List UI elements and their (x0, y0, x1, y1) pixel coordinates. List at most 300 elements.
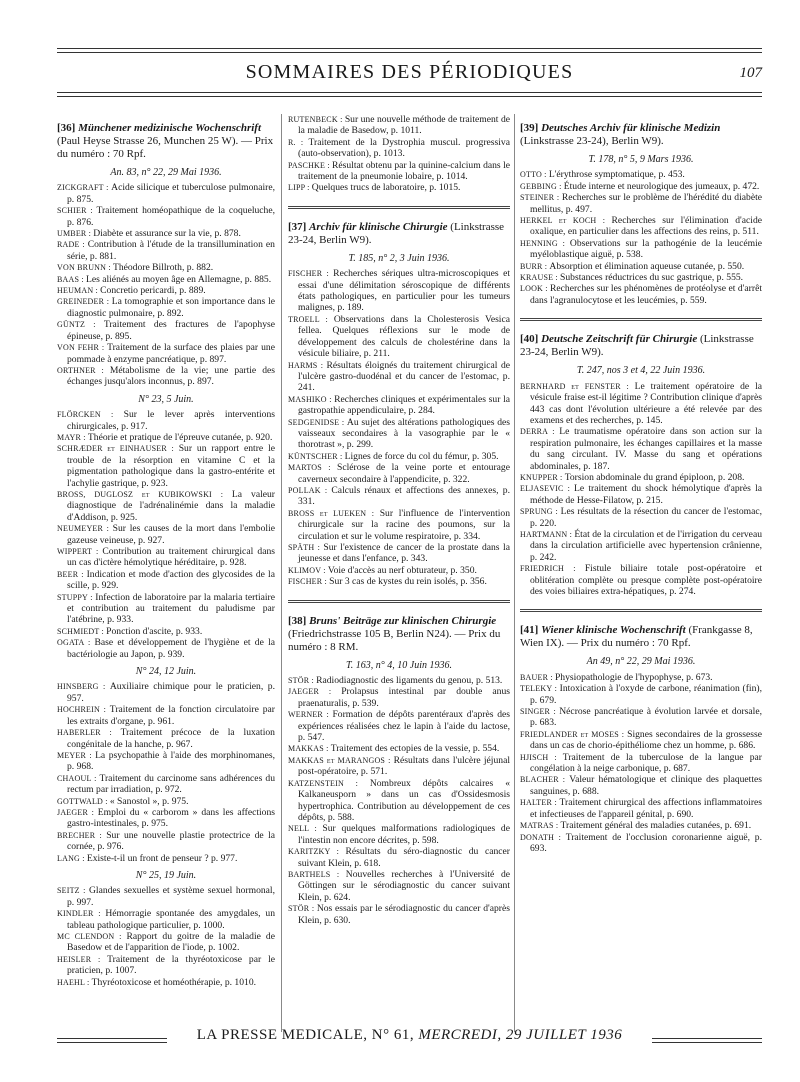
article-title: Au sujet des altérations pathologiques des vaisseaux secondaires à la vasographie par le « thorotrast », p. 299. (298, 416, 511, 451)
article-entry (520, 797, 762, 820)
article-title: Substances réductrices du suc gastrique, p. 555. (560, 272, 744, 284)
article-title: Calculs rénaux et affections des annexes, p. 331. (298, 484, 511, 508)
article-entry (520, 272, 762, 283)
article-author: OTTO : (520, 170, 549, 180)
article-title: Traitement précoce de la luxation congénitale de la hanche, p. 967. (67, 727, 275, 750)
article-author: LOOK : (520, 284, 551, 294)
article-entry (288, 360, 510, 394)
article-title: Théorie et pratique de l'épreuve cutanée, p. 920. (87, 431, 273, 443)
article-entry (288, 565, 510, 576)
column-right (520, 114, 762, 854)
section-number: [38] (288, 614, 310, 627)
article-entry (57, 443, 275, 489)
article-author: RADE : (57, 240, 88, 250)
article-title: Étude interne et neurologique des jumeaux, p. 472. (563, 180, 760, 192)
article-author: STÖR : (288, 904, 317, 914)
article-author: TROELL : (288, 314, 334, 324)
article-author: KARITZKY : (288, 847, 346, 857)
article-entry (520, 169, 762, 180)
journal-publisher: (Linkstrasse 23-24, Berlin W9). (520, 333, 754, 359)
article-author: MARTOS : (288, 463, 338, 473)
article-entry (288, 709, 510, 743)
article-entry (288, 686, 510, 709)
article-title: Nouvelles recherches à l'Université de Göttingen sur le sérodiagnostic du cancer suivant Klein, p. 624. (298, 868, 510, 903)
journal-title: Wiener klinische Wochenschrift (541, 624, 689, 637)
article-title: Recherches sur le problème de l'hérédité du diabète mellitus, p. 497. (530, 192, 762, 215)
article-title: Hémorragie spontanée des amygdales, un tableau pathologique particulier, p. 1000. (67, 908, 275, 931)
article-author: GREINEDER : (57, 297, 112, 307)
article-title: Théodore Billroth, p. 882. (112, 262, 214, 274)
article-author: ZICKGRAFT : (57, 183, 112, 193)
article-entry (520, 706, 762, 729)
journal-title: Deutsche Zeitschrift für Chirurgie (541, 333, 700, 346)
article-title: Sur les causes de la mort dans l'embolie gazeuse veineuse, p. 927. (67, 523, 275, 546)
article-entry (57, 342, 275, 365)
article-author: SCHRÆDER et EINHAUSER : (57, 444, 179, 454)
article-entry (288, 576, 510, 587)
section-heading (288, 221, 510, 247)
article-author: JAEGER : (288, 687, 342, 697)
page-title: SOMMAIRES DES PÉRIODIQUES (245, 61, 574, 83)
article-author: BROSS, DUGLOSZ et KUBIKOWSKI : (57, 489, 232, 499)
article-title: Métabolisme de la vie; une partie des échanges jusqu'alors inconnus, p. 897. (67, 364, 275, 388)
article-entry (288, 508, 510, 542)
article-entry (57, 853, 275, 864)
article-title: Les aliénés au moyen âge en Allemagne, p. 885. (85, 273, 272, 285)
article-entry (57, 637, 275, 660)
article-title: Concretio pericardi, p. 889. (100, 285, 206, 297)
article-title: Sclérose de la veine porte et entourage caverneux secondaire à l'appendicite, p. 322. (298, 462, 510, 485)
article-author: FRIEDRICH : (520, 564, 585, 574)
article-entry (520, 820, 762, 831)
article-author: HAEHL : (57, 977, 92, 987)
footer-prefix: LA PRESSE MEDICALE, N° 61, (196, 1027, 415, 1043)
article-title: Diabète et assurance sur la vie, p. 878. (93, 228, 241, 240)
journal-publisher: (Paul Heyse Strasse 26, Munchen 25 W). — Prix du numéro : 70 Rpf. (57, 135, 274, 160)
page-header (57, 58, 762, 92)
article-entry (288, 823, 510, 846)
article-title: Intoxication à l'oxyde de carbone, réanimation (fin), p. 679. (530, 683, 762, 706)
article-author: SEDGENIDSE : (288, 417, 347, 427)
article-title: La tomographie et son importance dans le diagnostic pulmonaire, p. 892. (67, 296, 275, 319)
article-author: KINDLER : (57, 909, 106, 919)
article-author: KATZENSTEIN : (288, 778, 370, 788)
article-entry (57, 954, 275, 977)
article-entry (57, 796, 275, 807)
article-entry (57, 546, 275, 569)
article-author: BLACHER : (520, 775, 570, 785)
article-entry (57, 830, 275, 853)
article-entry (288, 675, 510, 686)
article-author: GOTTWALD : (57, 796, 110, 806)
column-separator (281, 114, 282, 1032)
article-author: BEER : (57, 569, 87, 579)
article-entry (57, 285, 275, 296)
article-author: SPRUNG : (520, 507, 561, 517)
article-author: PASCHKE : (288, 160, 332, 170)
article-entry (288, 755, 510, 778)
article-entry (520, 683, 762, 706)
article-author: HENNING : (520, 238, 570, 248)
issue-label: T. 163, n° 4, 10 Juin 1936. (345, 659, 453, 671)
article-title: Sur une nouvelle méthode de traitement de la maladie de Basedow, p. 1011. (298, 114, 511, 137)
article-author: SEITZ : (57, 886, 89, 896)
page-number: 107 (739, 65, 762, 81)
section-number: [37] (288, 220, 310, 233)
section-divider (288, 600, 510, 603)
article-title: Quelques trucs de laboratoire, p. 1015. (311, 182, 461, 194)
article-title: Sur le lever après interventions chirurgicales, p. 917. (67, 409, 275, 432)
article-entry (520, 563, 762, 597)
article-entry (57, 977, 275, 988)
issue-label: T. 185, n° 2, 3 Juin 1936. (348, 252, 450, 264)
article-title: Lignes de force du col du fémur, p. 305. (344, 450, 499, 462)
section-heading (520, 122, 762, 148)
article-title: Thyréotoxicose et homéothérapie, p. 1010. (91, 976, 257, 988)
article-author: FISCHER : (288, 577, 330, 587)
article-title: Base et développement de l'hygiène et de la bactériologie au Japon, p. 939. (67, 637, 275, 660)
article-author: BAAS : (57, 274, 86, 284)
article-author: HALTER : (520, 798, 560, 808)
article-title: Sur une nouvelle plastie protectrice de la cornée, p. 976. (67, 829, 276, 853)
journal-publisher: (Linkstrasse 23-24), Berlin W9). (520, 135, 664, 147)
article-title: Recherches sur les phénomènes de protéolyse et d'arrêt dans l'agranulocytose et les leucémies, p. 559. (530, 283, 762, 306)
article-author: UMBER : (57, 229, 94, 239)
article-entry (57, 228, 275, 239)
article-author: HERKEL et KOCH : (520, 216, 612, 226)
article-entry (57, 489, 275, 523)
article-author: HARMS : (288, 360, 327, 370)
footer-rule-right (652, 1038, 762, 1043)
article-entry (288, 778, 510, 824)
article-entry (57, 704, 275, 727)
article-author: GÜNTZ : (57, 320, 104, 330)
section-heading (520, 333, 762, 359)
issue-label: T. 178, n° 5, 9 Mars 1936. (588, 154, 694, 165)
article-title: Les résultats de la résection du cancer de l'estomac, p. 220. (530, 506, 763, 529)
article-title: Sur 3 cas de kystes du rein isolés, p. 356. (329, 576, 487, 588)
article-author: BROSS et LUEKEN : (288, 508, 380, 518)
article-title: Torsion abdominale du grand épiploon, p. 208. (564, 471, 745, 483)
article-entry (288, 417, 510, 451)
section-divider (520, 318, 762, 321)
section-heading (288, 615, 510, 654)
footer-date: MERCREDI, 29 JUILLET 1936 (418, 1027, 623, 1043)
article-author: VON FEHR : (57, 343, 108, 353)
article-title: Contribution à l'étude de la transillumination en série, p. 881. (67, 239, 275, 262)
article-title: Prolapsus intestinal par double anus praenaturalis, p. 539. (298, 686, 510, 709)
article-title: État de la circulation et de l'irrigation du cerveau dans la circulation artificielle avec hypertension crânienne, p. 242. (530, 528, 762, 563)
column-left (57, 114, 275, 988)
section-heading (520, 624, 762, 650)
article-author: KÜNTSCHER : (288, 451, 345, 461)
article-title: Le traitement opératoire de la vésicule fraise est-il légitime ? Contribution clinique d'après 443 cas dont l'évolution ultérieure a été relevée par des examens et des recherches, p. 145. (530, 380, 762, 426)
issue-label: N° 23, 5 Juin. (138, 393, 194, 405)
article-author: CHAOUL : (57, 773, 100, 783)
column-separator (514, 114, 515, 1032)
article-entry (288, 542, 510, 565)
article-author: KLIMOV : (288, 565, 328, 575)
journal-title: Deutsches Archiv für klinische Medizin (541, 122, 721, 134)
article-title: Sur l'influence de l'intervention chirurgicale sur la racine des poumons, sur la circulation et sur le volume respiratoire, p. 334. (298, 507, 510, 542)
article-entry (520, 261, 762, 272)
header-bottom-rule (57, 92, 762, 97)
section-number: [40] (520, 333, 542, 346)
section-number: [36] (57, 122, 79, 134)
article-title: Contribution au traitement chirurgical dans un cas d'ictère hémolytique héréditaire, p. 928. (67, 546, 275, 569)
article-author: BERNHARD et FENSTER : (520, 381, 635, 391)
journal-title: Archiv für klinische Chirurgie (309, 220, 451, 233)
article-entry (288, 743, 510, 754)
article-title: Observations dans la Cholesterosis Vesica fellea. Quelques réflexions sur le mode de développement des calculs de cholestérine dans la vésicule biliaire, p. 211. (298, 313, 510, 360)
article-entry (520, 672, 762, 683)
article-author: HARTMANN : (520, 529, 575, 539)
issue-label: N° 24, 12 Juin. (135, 666, 197, 678)
article-title: Traitement des fractures de l'apophyse épineuse, p. 895. (67, 319, 275, 342)
article-author: MEYER : (57, 750, 96, 760)
article-author: TELEKY : (520, 684, 560, 694)
article-title: Recherches sur l'élimination d'acide oxalique, en particulier dans les affections des reins, p. 511. (530, 215, 762, 238)
article-title: Le traumatisme opératoire dans son action sur la respiration pulmonaire, les échanges capillaires et la masse du sang circulant. IV. Masse du sang et opérations abdominales, p. 187. (530, 426, 763, 472)
article-title: Formation de dépôts parentéraux d'après des expériences réalisées chez le lapin à l'aide du lactose, p. 547. (298, 709, 510, 744)
article-author: LIPP : (288, 183, 312, 193)
article-entry (57, 727, 275, 750)
article-entry (520, 238, 762, 261)
article-title: Sur un rapport entre le trouble de la résorption en vitamine C et la pigmentation pathologique dans la gastro-entérite et l'achylie gastrique, p. 923. (67, 443, 275, 489)
article-author: DONATH : (520, 832, 566, 842)
article-entry (288, 451, 510, 462)
article-author: HOCHREIN : (57, 705, 110, 715)
article-author: WERNER : (288, 710, 333, 720)
article-title: L'érythrose symptomatique, p. 453. (548, 169, 685, 181)
article-title: Traitement de la tuberculose de la langue par congélation à la neige carbonique, p. 687. (530, 751, 762, 775)
article-author: JAEGER : (57, 807, 98, 817)
article-entry (57, 365, 275, 388)
article-author: SPÄTH : (288, 543, 324, 552)
article-author: FRIEDLANDER et MOSES : (520, 729, 628, 739)
article-author: DERRA : (520, 427, 560, 437)
article-title: Acide silicique et tuberculose pulmonaire, p. 875. (67, 182, 275, 205)
article-author: GEBBING : (520, 181, 564, 191)
article-entry (288, 869, 510, 903)
article-title: Sur l'existence de cancer de la prostate dans la jeunesse et dans l'enfance, p. 343. (298, 542, 510, 565)
article-author: STÖR : (288, 676, 317, 686)
article-entry (57, 592, 275, 626)
article-author: POLLAK : (288, 485, 332, 495)
article-title: Traitement de la surface des plaies par une pommade à enzyme pancréatique, p. 897. (67, 342, 275, 365)
article-author: STUPPY : (57, 592, 96, 602)
article-entry (57, 569, 275, 592)
journal-publisher: (Linkstrasse 23-24, Berlin W9). (288, 220, 505, 246)
article-author: FISCHER : (288, 269, 334, 279)
article-author: RUTENBECK : (288, 115, 345, 124)
article-title: La valeur diagnostique de l'adrénalinémie dans la maladie d'Addison, p. 925. (67, 488, 275, 523)
article-title: Traitement de la Dystrophia muscul. progressiva (auto-observation), p. 1013. (298, 136, 510, 160)
article-author: HJISCH : (520, 752, 563, 762)
article-author: MC CLENDON : (57, 932, 127, 941)
article-entry (57, 409, 275, 432)
article-title: Nécrose pancréatique à évolution larvée et dorsale, p. 683. (530, 706, 762, 729)
article-author: HEISLER : (57, 954, 108, 964)
article-entry (57, 182, 275, 205)
article-entry (520, 283, 762, 306)
article-entry (520, 381, 762, 427)
article-author: FLÖRCKEN : (57, 410, 124, 420)
article-entry (57, 523, 275, 546)
article-author: KNUPPER : (520, 472, 565, 482)
header-top-rule (57, 48, 762, 53)
article-entry (288, 485, 510, 508)
article-entry (57, 908, 275, 931)
article-entry (57, 262, 275, 273)
article-title: Traitement du carcinome sans adhérences du rectum par irradiation, p. 972. (67, 772, 275, 796)
article-entry (57, 885, 275, 908)
journal-publisher: (Frankgasse 8, Wien IX). — Prix du numéro : 70 Rpf. (520, 624, 753, 650)
article-title: Absorption et élimination aqueuse cutanée, p. 550. (549, 260, 745, 272)
article-title: Fistule biliaire totale post-opératoire et oblitération complète ou presque complète post-opératoire des voies biliaires extra-hépatiques, p. 274. (530, 563, 762, 597)
article-author: HABERLER : (57, 728, 121, 738)
article-author: LANG : (57, 853, 87, 863)
journal-title: Bruns' Beiträge zur klinischen Chirurgie (309, 614, 497, 627)
article-entry (520, 426, 762, 472)
article-entry (288, 846, 510, 869)
article-author: MAYR : (57, 432, 88, 442)
journal-publisher: (Friedrichstrasse 105 B, Berlin N24). — Prix du numéro : 8 RM. (288, 627, 501, 653)
article-entry (520, 729, 762, 752)
article-author: STEINER : (520, 193, 562, 203)
article-author: SCHIER : (57, 206, 97, 216)
article-author: NELL : (288, 824, 323, 834)
article-author: ELJASEVIC : (520, 484, 575, 494)
journal-title: Münchener medizinische Wochenschrift (78, 122, 262, 134)
article-entry (520, 774, 762, 797)
article-title: Sur quelques malformations radiologiques de l'intestin non encore décrites, p. 598. (298, 823, 510, 846)
article-title: Valeur hématologique et clinique des plaquettes sanguines, p. 688. (530, 774, 763, 797)
article-title: Voie d'accès au nerf obturateur, p. 350. (327, 564, 477, 576)
article-author: BARTHELS : (288, 869, 346, 879)
article-title: Physiopathologie de l'hypophyse, p. 673. (554, 671, 713, 683)
article-entry (57, 239, 275, 262)
article-title: Indication et mode d'action des glycosides de la scille, p. 929. (67, 568, 275, 592)
issue-label: An 49, n° 22, 29 Mai 1936. (586, 656, 696, 668)
article-author: SINGER : (520, 707, 560, 717)
article-title: Existe-t-il un front de penseur ? p. 977. (86, 852, 238, 864)
article-title: Traitement chirurgical des affections inflammatoires et infectieuses de l'appareil génital, p. 690. (530, 797, 762, 820)
article-entry (520, 506, 762, 529)
article-title: Traitement des ectopies de la vessie, p. 554. (330, 743, 500, 755)
article-title: Traitement de l'occlusion coronarienne aiguë, p. 693. (530, 831, 762, 854)
article-entry (57, 432, 275, 443)
article-title: Auxiliaire chimique pour le praticien, p. 957. (67, 681, 275, 704)
article-title: Infection de laboratoire par la malaria tertiaire et contribution au traitement du paludisme par l'atébrine, p. 933. (67, 591, 276, 626)
article-author: BAUER : (520, 672, 555, 682)
article-title: Signes secondaires de la grossesse dans un cas de chorio-épithéliome chez un homme, p. 686. (530, 728, 762, 752)
issue-label: T. 247, nos 3 et 4, 22 Juin 1936. (576, 365, 706, 377)
article-title: Recherches cliniques et expérimentales sur la gastropathie appendiculaire, p. 284. (298, 393, 511, 417)
article-entry (57, 274, 275, 285)
article-entry (288, 314, 510, 360)
article-entry (57, 296, 275, 319)
article-author: OGATA : (57, 638, 95, 648)
article-title: Résultats du séro-diagnostic du cancer suivant Klein, p. 618. (298, 846, 511, 869)
article-entry (288, 182, 510, 193)
article-entry (288, 268, 510, 314)
article-author: NEUMEYER : (57, 524, 113, 534)
article-title: Traitement général des maladies cutanées, p. 691. (560, 820, 752, 832)
article-author: ORTHNER : (57, 365, 110, 375)
article-entry (57, 773, 275, 796)
article-entry (57, 931, 275, 954)
section-heading (57, 122, 275, 161)
article-author: MASHIKO : (288, 394, 335, 404)
article-author: R. : (288, 137, 309, 147)
section-divider (288, 206, 510, 209)
article-title: Glandes sexuelles et système sexuel hormonal, p. 997. (67, 885, 275, 908)
article-author: MAKKAS : (288, 744, 331, 754)
article-author: WIPPERT : (57, 547, 103, 556)
article-entry (57, 319, 275, 342)
section-number: [41] (520, 624, 542, 637)
article-title: La psychopathie à l'aide des morphinomanes, p. 968. (67, 749, 275, 773)
article-entry (57, 205, 275, 228)
article-entry (520, 529, 762, 563)
article-entry (288, 160, 510, 183)
article-title: Résultats éloignés du traitement chirurgical de l'ulcère gastro-duodénal et du cancer de l'estomac, p. 241. (298, 359, 510, 394)
article-title: Recherches sériques ultra-microscopiques et essai d'une délimitation séroscopique de différents états pathologiques, en particulier pour les tumeurs malignes, p. 189. (298, 268, 510, 314)
article-entry (520, 472, 762, 483)
article-title: Observations sur la pathogénie de la leucémie myéloblastique aiguë, p. 538. (530, 237, 762, 261)
article-title: Emploi du « carborom » dans les affections gastro-intestinales, p. 975. (67, 806, 275, 830)
article-title: Nombreux dépôts calcaires « Kalkaneusporn » dans un cas d'Ossidesmosis hypertrophica. Contribution au développement de ces dépôts, p. 588. (298, 777, 510, 823)
article-entry (520, 483, 762, 506)
article-title: « Sanostol », p. 975. (109, 795, 189, 807)
section-divider (520, 609, 762, 612)
article-entry (288, 137, 510, 160)
issue-label: An. 83, n° 22, 29 Mai 1936. (110, 167, 222, 178)
issue-label: N° 25, 19 Juin. (135, 869, 197, 881)
article-title: Rapport du goitre de la maladie de Basedow et de l'apparition de l'iode, p. 1002. (67, 931, 275, 954)
article-entry (288, 903, 510, 926)
article-author: HEUMAN : (57, 286, 101, 296)
article-title: Résultats dans l'ulcère jéjunal post-opératoire, p. 571. (298, 754, 510, 778)
article-author: KRAUSE : (520, 273, 561, 283)
article-title: Traitement de la fonction circulatoire par les extraits d'organe, p. 961. (67, 704, 275, 727)
column-middle (288, 114, 510, 926)
article-author: HINSBERG : (57, 682, 110, 692)
article-author: MATRAS : (520, 821, 561, 831)
section-number: [39] (520, 122, 542, 134)
article-entry (57, 807, 275, 830)
article-title: Le traitement du shock hémolytique d'après la méthode de Hesse-Filatow, p. 215. (530, 483, 762, 506)
article-entry (520, 832, 762, 855)
article-author: VON BRUNN : (57, 263, 113, 273)
article-title: Nos essais par le sérodiagnostic du cancer d'après Klein, p. 630. (298, 903, 510, 926)
article-title: Ponction d'ascite, p. 933. (106, 625, 203, 637)
article-author: BURR : (520, 261, 550, 271)
article-author: MAKKAS et MARANGOS : (288, 755, 394, 765)
article-entry (288, 394, 510, 417)
article-title: Radiodiagnostic des ligaments du genou, p. 513. (316, 675, 503, 687)
article-entry (288, 114, 510, 137)
article-title: Résultat obtenu par la quinine-calcium dans le traitement de la pneumonie lobaire, p. 1014. (298, 159, 510, 183)
article-entry (520, 215, 762, 238)
article-entry (57, 750, 275, 773)
article-author: SCHMIEDT : (57, 626, 107, 636)
article-entry (520, 752, 762, 775)
article-entry (57, 681, 275, 704)
page-footer (57, 1024, 762, 1054)
article-title: Traitement homéopathique de la coqueluche, p. 876. (67, 205, 275, 228)
